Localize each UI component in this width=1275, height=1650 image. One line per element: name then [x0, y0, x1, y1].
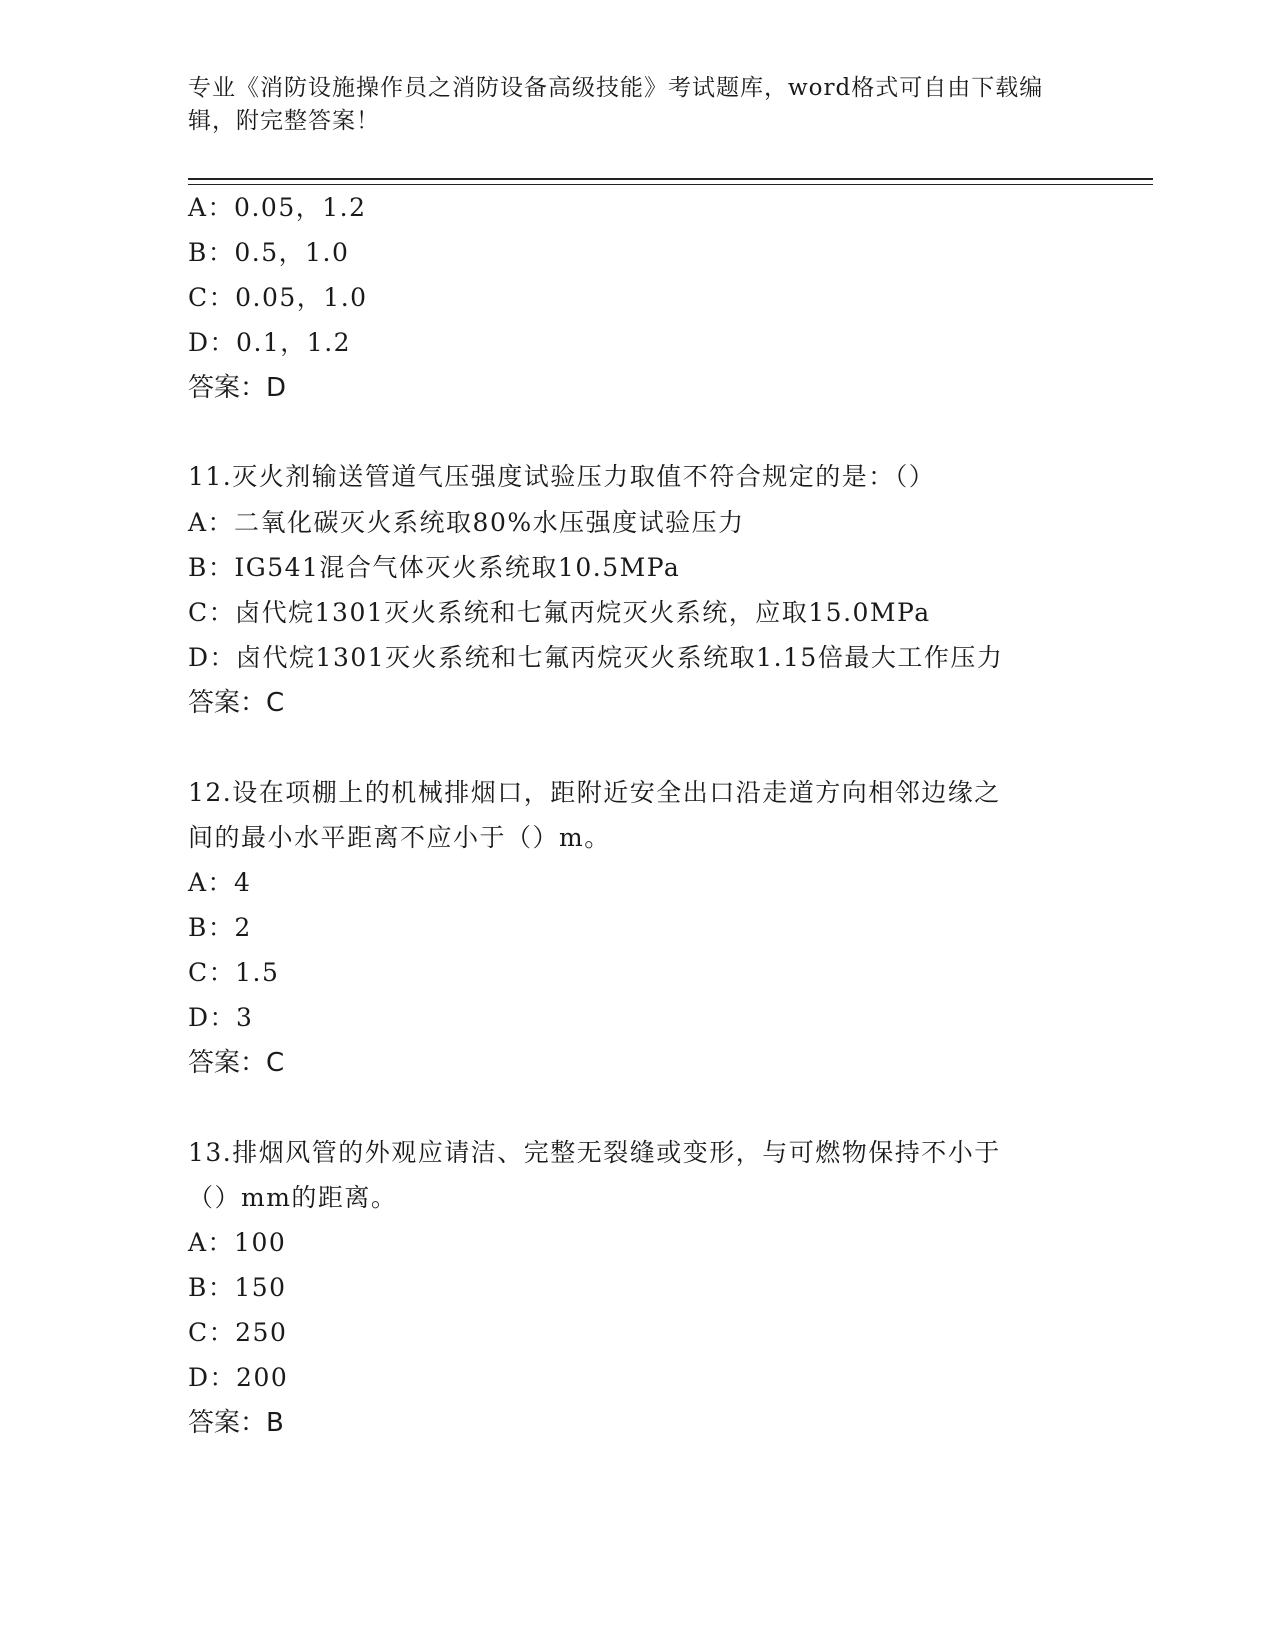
header-rule-thick: [188, 178, 1153, 180]
q10-option-d: D：0.1，1.2: [188, 328, 352, 357]
q12-option-d: D：3: [188, 1003, 254, 1032]
q10-option-b: B：0.5，1.0: [188, 238, 350, 267]
q11-answer: 答案：C: [188, 688, 285, 718]
header-line-1: 专业《消防设施操作员之消防设备高级技能》考试题库，word格式可自由下载编: [188, 75, 1044, 101]
q12-option-c: C：1.5: [188, 958, 280, 987]
q13-option-d: D：200: [188, 1363, 289, 1392]
q13-answer: 答案：B: [188, 1408, 284, 1438]
header-rule-thin: [188, 184, 1153, 185]
q11-option-b: B：IG541混合气体灭火系统取10.5MPa: [188, 553, 681, 582]
q11-option-a: A：二氧化碳灭火系统取80%水压强度试验压力: [188, 508, 745, 537]
q12-stem-line-1: 12.设在项棚上的机械排烟口，距附近安全出口沿走道方向相邻边缘之: [188, 778, 1001, 807]
q13-option-a: A：100: [188, 1228, 287, 1257]
document-header: [188, 72, 1068, 138]
q11-option-d: D：卤代烷1301灭火系统和七氟丙烷灭火系统取1.15倍最大工作压力: [188, 643, 1004, 672]
header-line-2: 辑，附完整答案！: [188, 108, 380, 134]
q13-option-b: B：150: [188, 1273, 287, 1302]
q12-stem-line-2: 间的最小水平距离不应小于（）m。: [188, 823, 611, 852]
q13-stem-line-1: 13.排烟风管的外观应请洁、完整无裂缝或变形，与可燃物保持不小于: [188, 1138, 1001, 1167]
q10-answer: 答案：D: [188, 373, 287, 403]
q11-stem: 11.灭火剂输送管道气压强度试验压力取值不符合规定的是：（）: [188, 462, 936, 491]
q13-option-c: C：250: [188, 1318, 288, 1347]
q12-answer: 答案：C: [188, 1048, 285, 1078]
q13-stem-line-2: （）mm的距离。: [188, 1183, 398, 1212]
q12-option-b: B：2: [188, 913, 252, 942]
q10-option-c: C：0.05，1.0: [188, 283, 368, 312]
q10-option-a: A：0.05，1.2: [188, 193, 367, 222]
q12-option-a: A：4: [188, 868, 252, 897]
q11-option-c: C：卤代烷1301灭火系统和七氟丙烷灭火系统，应取15.0MPa: [188, 598, 931, 627]
